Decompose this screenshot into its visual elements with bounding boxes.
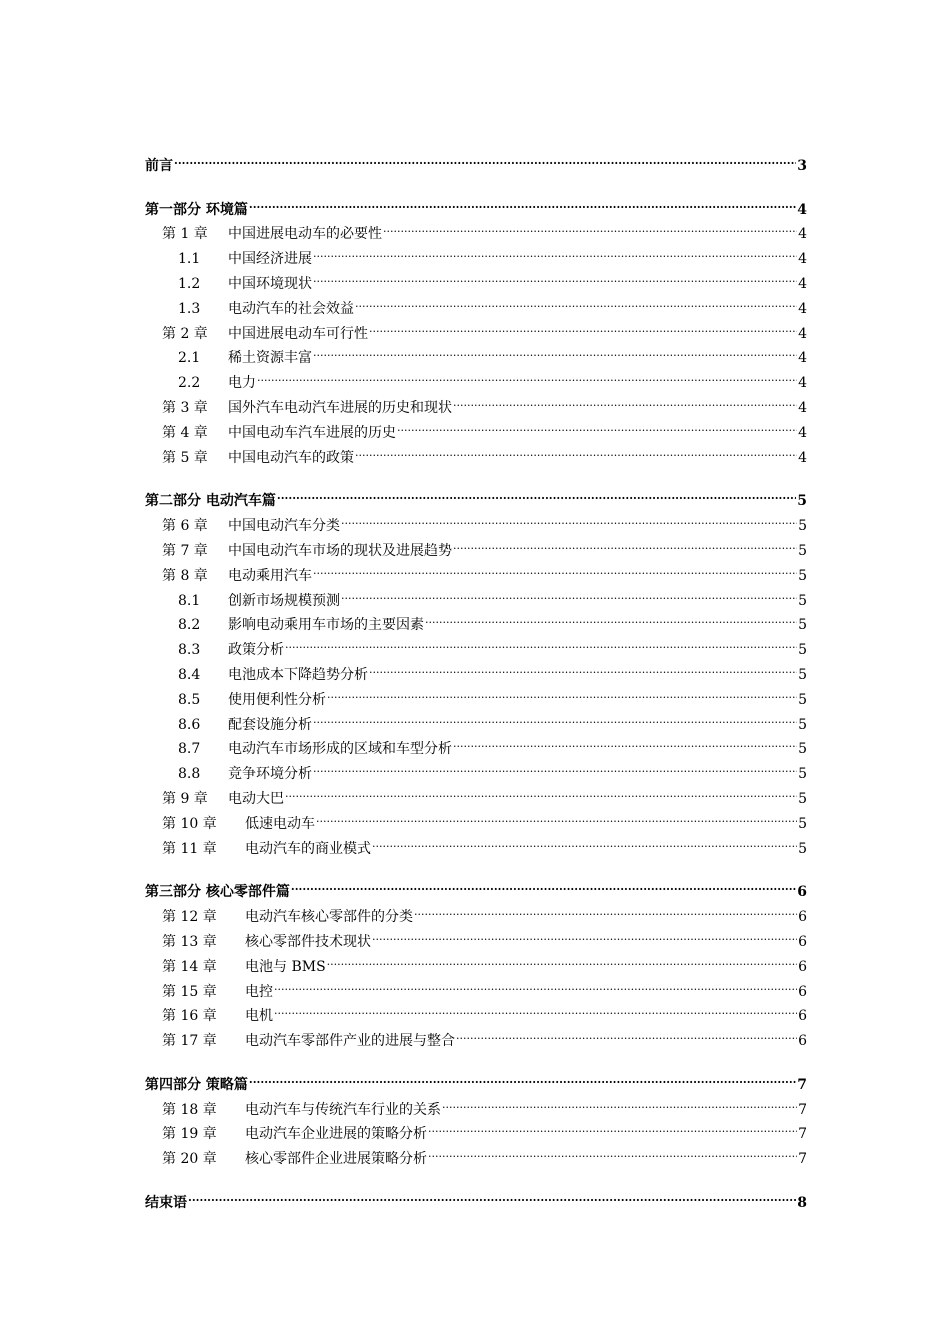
toc-entry-number: 第 9 章 <box>162 790 208 807</box>
toc-entry-page: 8 <box>797 1195 807 1212</box>
toc-entry-title: 创新市场规模预测 <box>228 592 340 609</box>
toc-entry-number: 第 14 章 <box>162 958 217 975</box>
toc-entry-page: 4 <box>798 350 807 367</box>
toc-entry-number: 第 13 章 <box>162 933 217 950</box>
toc-entry-page: 4 <box>798 251 807 268</box>
dot-leader <box>453 387 797 412</box>
toc-entry-page: 5 <box>798 567 807 584</box>
toc-entry-number: 第 20 章 <box>162 1151 217 1168</box>
toc-entry-page: 7 <box>798 1101 807 1118</box>
toc-part-page: 6 <box>797 884 807 901</box>
toc-part-title: 第三部分 核心零部件篇 <box>145 884 290 901</box>
dot-leader <box>442 1089 797 1114</box>
toc-entry-title: 中国电动汽车市场的现状及进展趋势 <box>228 542 452 559</box>
toc-part-4[interactable] <box>145 1064 807 1093</box>
dot-leader <box>316 803 797 828</box>
toc-entry-title: 电动汽车企业进展的策略分析 <box>245 1126 427 1143</box>
toc-entry-number: 第 18 章 <box>162 1101 217 1118</box>
toc-entry-number: 第 7 章 <box>162 542 208 559</box>
toc-entry-page: 5 <box>798 518 807 535</box>
toc-entry-number: 8.1 <box>178 592 201 609</box>
dot-leader <box>456 1020 797 1045</box>
toc-entry-number: 第 15 章 <box>162 983 217 1000</box>
toc-entry-number: 8.5 <box>178 691 201 708</box>
dot-leader <box>249 189 796 214</box>
toc-entry-page: 7 <box>798 1151 807 1168</box>
toc-entry-number: 8.4 <box>178 666 201 683</box>
toc-entry-title: 结束语 <box>145 1195 187 1212</box>
toc-entry-page: 4 <box>798 375 807 392</box>
dot-leader <box>313 263 797 288</box>
toc-entry-page: 5 <box>798 617 807 634</box>
toc-entry-number: 1.3 <box>178 300 201 317</box>
dot-leader <box>383 214 797 239</box>
toc-entry-title: 配套设施分析 <box>228 716 312 733</box>
toc-entry-title: 电动汽车零部件产业的进展与整合 <box>245 1033 455 1050</box>
toc-entry-number: 第 16 章 <box>162 1008 217 1025</box>
dot-leader <box>313 704 797 729</box>
toc-entry-page: 5 <box>798 592 807 609</box>
toc-entry-number: 第 4 章 <box>162 424 208 441</box>
toc-entry-number: 2.1 <box>178 350 201 367</box>
dot-leader <box>188 1182 796 1207</box>
toc-entry-number: 8.7 <box>178 741 201 758</box>
dot-leader <box>327 679 797 704</box>
dot-leader <box>277 481 796 506</box>
toc-entry-title: 中国电动汽车的政策 <box>228 449 354 466</box>
toc-entry-number: 8.2 <box>178 617 201 634</box>
dot-leader <box>257 362 797 387</box>
toc-entry-page: 3 <box>797 157 807 174</box>
toc-part-title: 第四部分 策略篇 <box>145 1076 248 1093</box>
toc-entry-title: 电池与 BMS <box>245 958 326 975</box>
toc-entry-number: 第 19 章 <box>162 1126 217 1143</box>
dot-leader <box>369 313 797 338</box>
toc-entry-page: 5 <box>798 642 807 659</box>
toc-entry-number: 2.2 <box>178 375 201 392</box>
toc-entry-number: 第 12 章 <box>162 909 217 926</box>
toc-entry-title: 稀土资源丰富 <box>228 350 312 367</box>
toc-part-1[interactable] <box>145 189 807 218</box>
dot-leader <box>174 145 796 170</box>
toc-entry-number: 第 8 章 <box>162 567 208 584</box>
dot-leader <box>341 580 797 605</box>
toc-entry-page: 4 <box>798 399 807 416</box>
toc-entry-page: 5 <box>798 741 807 758</box>
toc-entry-title: 中国环境现状 <box>228 275 312 292</box>
toc-entry-title: 电力 <box>228 375 256 392</box>
toc-entry-conclusion[interactable] <box>145 1182 807 1212</box>
toc-entry-number: 第 17 章 <box>162 1033 217 1050</box>
toc-entry-title: 中国电动车汽车进展的历史 <box>228 424 396 441</box>
toc-entry-number: 1.1 <box>178 251 201 268</box>
toc-entry-title: 电动汽车与传统汽车行业的关系 <box>245 1101 441 1118</box>
toc-entry-page: 5 <box>798 815 807 832</box>
toc-entry-number: 8.3 <box>178 642 201 659</box>
dot-leader <box>372 921 797 946</box>
toc-entry-title: 中国进展电动车可行性 <box>228 325 368 342</box>
toc-entry-title: 电控 <box>245 983 273 1000</box>
toc-entry-title: 国外汽车电动汽车进展的历史和现状 <box>228 399 452 416</box>
toc-entry-title: 竞争环境分析 <box>228 766 312 783</box>
toc-entry-page: 5 <box>798 790 807 807</box>
dot-leader <box>372 828 797 853</box>
toc-entry-page: 4 <box>798 424 807 441</box>
toc-entry-title: 使用便利性分析 <box>228 691 326 708</box>
toc-entry-number: 第 11 章 <box>162 840 217 857</box>
dot-leader <box>313 555 797 580</box>
dot-leader <box>397 412 797 437</box>
dot-leader <box>313 338 797 363</box>
toc-entry-preface[interactable] <box>145 145 807 174</box>
toc-entry-title: 中国进展电动车的必要性 <box>228 226 382 243</box>
dot-leader <box>355 437 797 462</box>
dot-leader <box>453 729 797 754</box>
toc-entry-page: 4 <box>798 275 807 292</box>
dot-leader <box>355 288 797 313</box>
dot-leader <box>327 946 797 971</box>
toc-entry-page: 4 <box>798 226 807 243</box>
toc-part-page: 5 <box>797 493 807 510</box>
dot-leader <box>341 505 797 530</box>
toc-entry-title: 电动汽车核心零部件的分类 <box>245 909 413 926</box>
toc-part-page: 4 <box>797 201 807 218</box>
toc-entry-page: 5 <box>798 766 807 783</box>
toc-entry-number: 第 5 章 <box>162 449 208 466</box>
toc-entry-number: 8.6 <box>178 716 201 733</box>
toc-entry-title: 电动乘用汽车 <box>228 567 312 584</box>
toc-entry-page: 6 <box>798 909 807 926</box>
toc-entry-number: 第 3 章 <box>162 399 208 416</box>
toc-entry-title: 政策分析 <box>228 642 284 659</box>
toc-entry-title: 电动汽车市场形成的区域和车型分析 <box>228 741 452 758</box>
toc-entry-title: 电机 <box>245 1008 273 1025</box>
toc-entry-title: 中国经济进展 <box>228 251 312 268</box>
toc-entry-page: 6 <box>798 958 807 975</box>
toc-entry-number: 8.8 <box>178 766 201 783</box>
dot-leader <box>453 530 797 555</box>
toc-entry-title: 影响电动乘用车市场的主要因素 <box>228 617 424 634</box>
dot-leader <box>274 971 797 996</box>
toc-entry-title: 电动汽车的商业模式 <box>245 840 371 857</box>
dot-leader <box>249 1064 796 1089</box>
toc-entry-title: 中国电动汽车分类 <box>228 518 340 535</box>
toc-entry-title: 电动大巴 <box>228 790 284 807</box>
dot-leader <box>428 1114 797 1139</box>
toc-entry-page: 4 <box>798 325 807 342</box>
table-of-contents <box>145 145 807 1212</box>
toc-entry-page: 7 <box>798 1126 807 1143</box>
toc-entry-page: 6 <box>798 983 807 1000</box>
toc-entry-number: 第 2 章 <box>162 325 208 342</box>
toc-part-3[interactable] <box>145 872 807 901</box>
dot-leader <box>414 896 797 921</box>
toc-entry-title: 低速电动车 <box>245 815 315 832</box>
toc-entry-page: 5 <box>798 691 807 708</box>
toc-entry-title: 电池成本下降趋势分析 <box>228 666 368 683</box>
toc-entry-page: 4 <box>798 449 807 466</box>
toc-part-page: 7 <box>797 1076 807 1093</box>
toc-entry-number: 1.2 <box>178 275 201 292</box>
toc-part-2[interactable] <box>145 481 807 510</box>
toc-entry-page: 5 <box>798 542 807 559</box>
toc-entry-page: 4 <box>798 300 807 317</box>
dot-leader <box>285 778 797 803</box>
toc-entry-page: 5 <box>798 840 807 857</box>
toc-entry-title: 前言 <box>145 157 173 174</box>
toc-entry-page: 6 <box>798 1008 807 1025</box>
dot-leader <box>291 872 796 897</box>
dot-leader <box>428 1138 797 1163</box>
toc-entry-title: 电动汽车的社会效益 <box>228 300 354 317</box>
toc-entry-number: 第 10 章 <box>162 815 217 832</box>
dot-leader <box>313 238 797 263</box>
dot-leader <box>285 629 797 654</box>
toc-part-title: 第二部分 电动汽车篇 <box>145 493 276 510</box>
toc-entry-title: 核心零部件企业进展策略分析 <box>245 1151 427 1168</box>
toc-entry-page: 6 <box>798 933 807 950</box>
toc-part-title: 第一部分 环境篇 <box>145 201 248 218</box>
toc-entry-title: 核心零部件技术现状 <box>245 933 371 950</box>
dot-leader <box>313 753 797 778</box>
toc-entry-page: 5 <box>798 666 807 683</box>
toc-entry-page: 6 <box>798 1033 807 1050</box>
toc-entry-number: 第 1 章 <box>162 226 208 243</box>
dot-leader <box>425 605 797 630</box>
toc-entry-page: 5 <box>798 716 807 733</box>
dot-leader <box>369 654 797 679</box>
dot-leader <box>274 996 797 1021</box>
toc-entry-number: 第 6 章 <box>162 518 208 535</box>
